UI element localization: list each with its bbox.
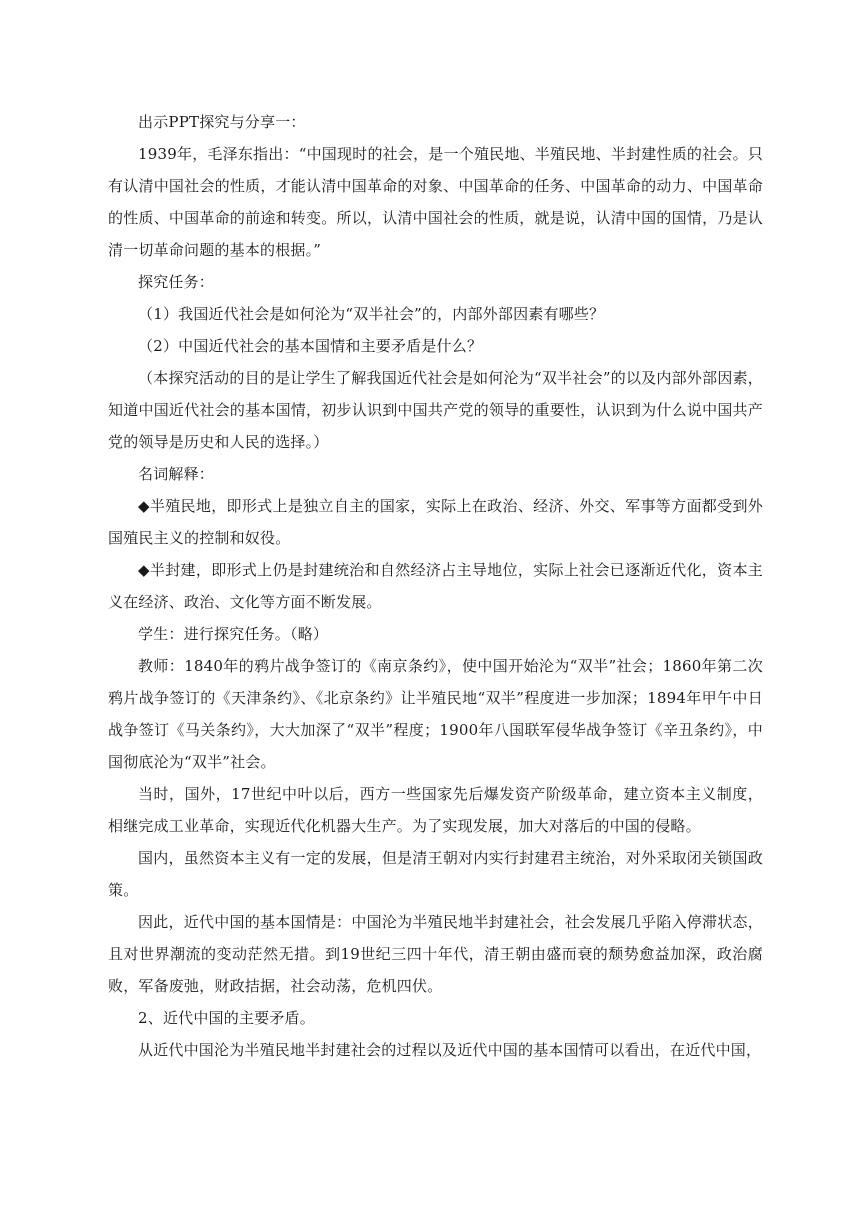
paragraph-abroad: 当时，国外，17世纪中叶以后，西方一些国家先后爆发资产阶级革命，建立资本主义制度，相继完成工业革命，实现近代化机器大生产。为了实现发展，加大对落后的中国的侵略。	[108, 785, 763, 835]
paragraph-mao-quote: 1939年，毛泽东指出：“中国现时的社会，是一个殖民地、半殖民地、半封建性质的社会。只有认清中国社会的性质，才能认清中国革命的对象、中国革命的任务、中国革命的动力、中国革命的性质、中国革命的前途和转变。所以，认清中国社会的性质，就是说，认清中国的国情，乃是认清一切革命问题的基本的根据。”	[108, 145, 763, 259]
paragraph-ppt-intro: 出示PPT探究与分享一：	[138, 113, 306, 131]
paragraph-student: 学生：进行探究任务。（略）	[138, 625, 329, 643]
paragraph-activity-purpose: （本探究活动的目的是让学生了解我国近代社会是如何沦为“双半社会”的以及内部外部因素，知道中国近代社会的基本国情，初步认识到中国共产党的领导的重要性，认识到为什么说中国共产党的领导是历史和人民的选择。）	[108, 369, 763, 451]
paragraph-teacher: 教师：1840年的鸦片战争签订的《南京条约》，使中国开始沦为“双半”社会；1860年第二次鸦片战争签订的《天津条约》、《北京条约》让半殖民地“双半”程度进一步加深；1894年甲午中日战争签订《马关条约》，大大加深了“双半”程度；1900年八国联军侵华战争签订《辛丑条约》，中国彻底沦为“双半”社会。	[108, 657, 763, 771]
paragraph-term-semi-feudal: ◆半封建，即形式上仍是封建统治和自然经济占主导地位，实际上社会已逐渐近代化，资本主义在经济、政治、文化等方面不断发展。	[108, 561, 763, 611]
paragraph-conclusion: 因此，近代中国的基本国情是：中国沦为半殖民地半封建社会，社会发展几乎陷入停滞状态，且对世界潮流的变动茫然无措。到19世纪三四十年代，清王朝由盛而衰的颓势愈益加深，政治腐败，军备废弛，财政拮据，社会动荡，危机四伏。	[108, 913, 763, 995]
paragraph-terms-heading: 名词解释：	[138, 465, 215, 483]
paragraph-task-heading: 探究任务：	[138, 273, 215, 291]
paragraph-term-semi-colonial: ◆半殖民地，即形式上是独立自主的国家，实际上在政治、经济、外交、军事等方面都受到外国殖民主义的控制和奴役。	[108, 497, 763, 547]
paragraph-section-2-heading: 2、近代中国的主要矛盾。	[138, 1009, 315, 1027]
paragraph-domestic: 国内，虽然资本主义有一定的发展，但是清王朝对内实行封建君主统治，对外采取闭关锁国政策。	[108, 849, 763, 899]
paragraph-task-1: （1）我国近代社会是如何沦为“双半社会”的，内部外部因素有哪些？	[138, 305, 605, 323]
paragraph-main-contradiction: 从近代中国沦为半殖民地半封建社会的过程以及近代中国的基本国情可以看出，在近代中国，	[138, 1041, 762, 1059]
document-body	[108, 106, 763, 1066]
paragraph-task-2: （2）中国近代社会的基本国情和主要矛盾是什么？	[138, 337, 483, 355]
